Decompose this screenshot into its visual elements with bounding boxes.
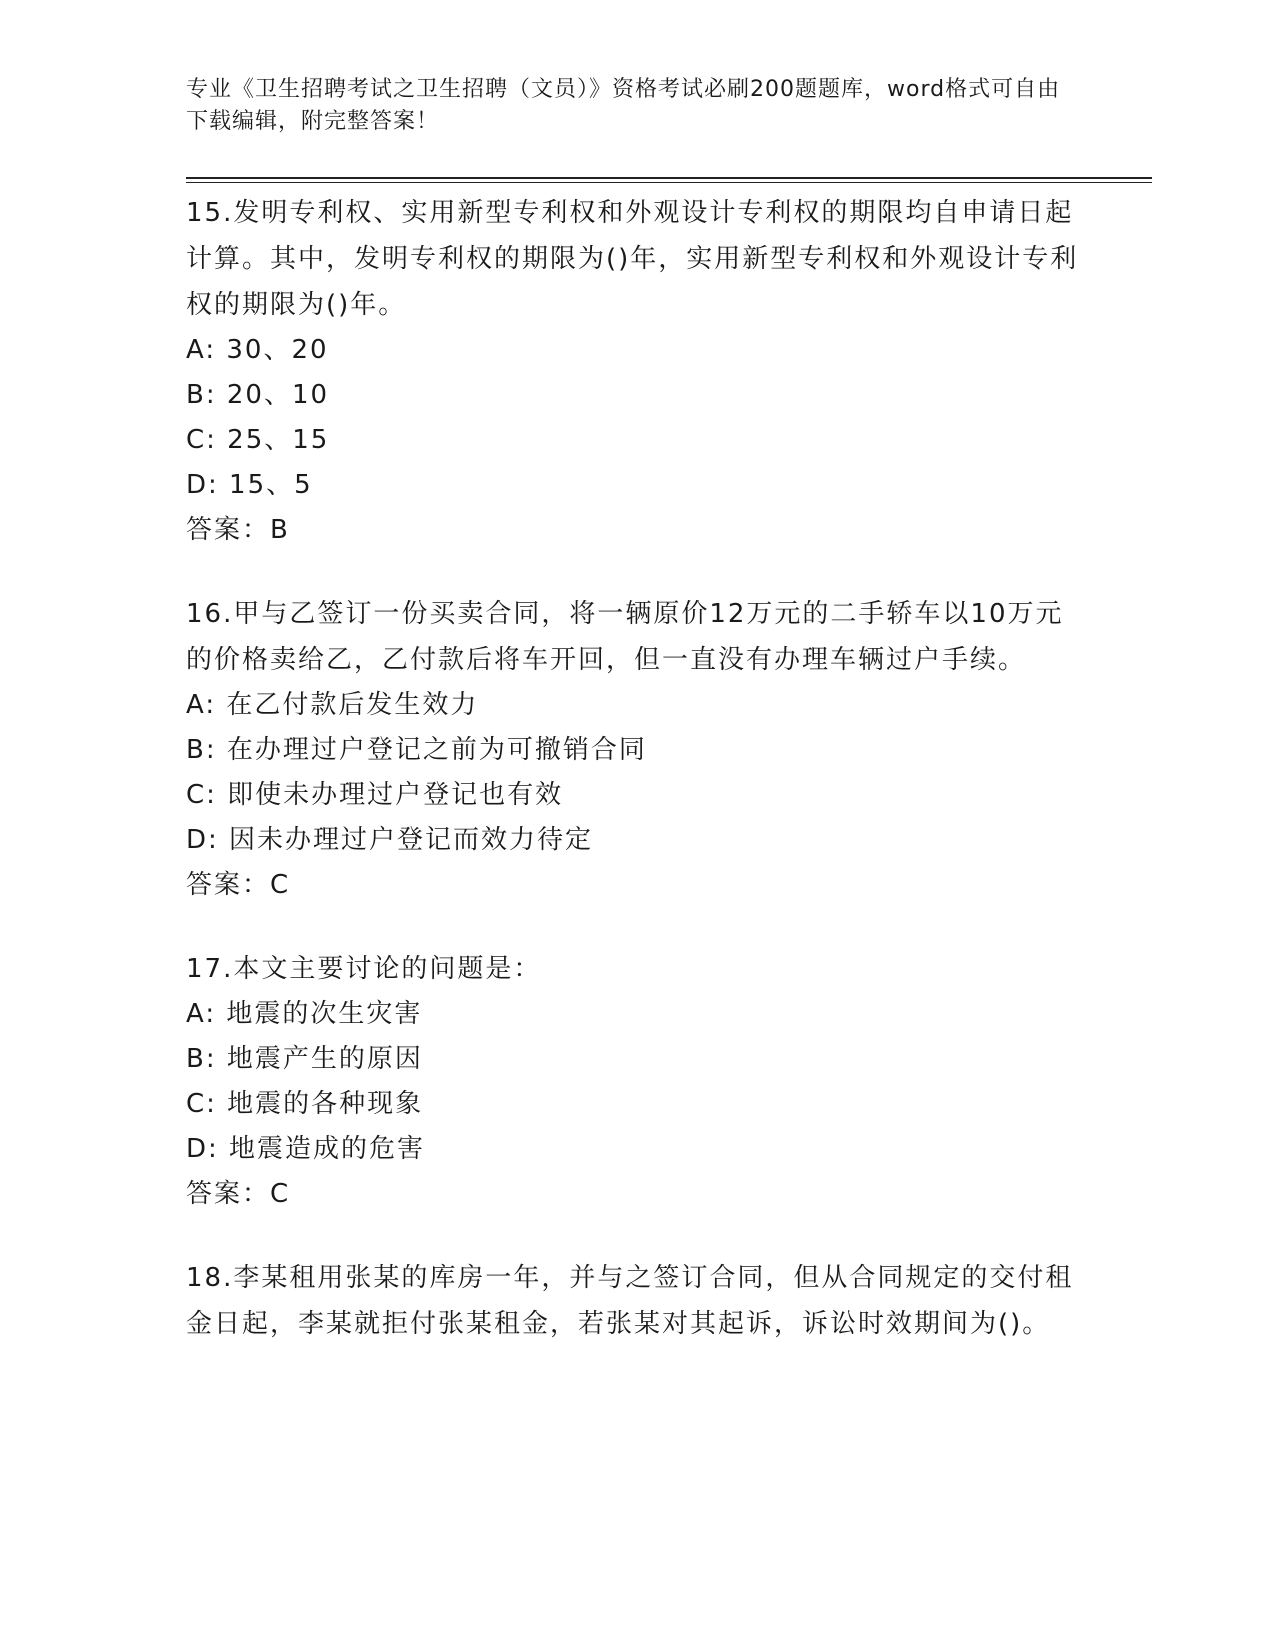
header-rule-thick xyxy=(186,177,1152,179)
option-d: D: 地震造成的危害 xyxy=(186,1134,426,1164)
answer-line: 答案：C xyxy=(186,870,291,900)
option-b: B: 地震产生的原因 xyxy=(186,1044,423,1074)
answer-line: 答案：B xyxy=(186,515,290,545)
question-18 xyxy=(186,1255,1086,1347)
option-d: D: 因未办理过户登记而效力待定 xyxy=(186,825,594,855)
question-15 xyxy=(186,190,1086,553)
question-stem: 18.李某租用张某的库房一年，并与之签订合同，但从合同规定的交付租金日起，李某就拒付张某租金，若张某对其起诉，诉讼时效期间为()。 xyxy=(186,1263,1074,1339)
option-c: C: 25、15 xyxy=(186,425,330,455)
option-c: C: 即使未办理过户登记也有效 xyxy=(186,780,564,810)
header-rule-thin xyxy=(186,182,1152,183)
question-stem: 16.甲与乙签订一份买卖合同，将一辆原价12万元的二手轿车以10万元的价格卖给乙，乙付款后将车开回，但一直没有办理车辆过户手续。 xyxy=(186,599,1064,675)
option-a: A: 在乙付款后发生效力 xyxy=(186,690,479,720)
question-stem: 17.本文主要讨论的问题是： xyxy=(186,954,542,984)
option-b: B: 20、10 xyxy=(186,380,330,410)
option-b: B: 在办理过户登记之前为可撤销合同 xyxy=(186,735,647,765)
question-17 xyxy=(186,946,1086,1217)
option-a: A: 地震的次生灾害 xyxy=(186,999,423,1029)
question-16 xyxy=(186,591,1086,908)
option-a: A: 30、20 xyxy=(186,335,329,365)
option-d: D: 15、5 xyxy=(186,470,313,500)
option-c: C: 地震的各种现象 xyxy=(186,1089,424,1119)
answer-line: 答案：C xyxy=(186,1179,291,1209)
question-list xyxy=(186,190,1086,1385)
question-stem: 15.发明专利权、实用新型专利权和外观设计专利权的期限均自申请日起计算。其中，发明专利权的期限为()年，实用新型专利权和外观设计专利权的期限为()年。 xyxy=(186,198,1079,320)
document-header: 专业《卫生招聘考试之卫生招聘（文员）》资格考试必刷200题题库，word格式可自由下载编辑，附完整答案！ xyxy=(186,77,1061,134)
